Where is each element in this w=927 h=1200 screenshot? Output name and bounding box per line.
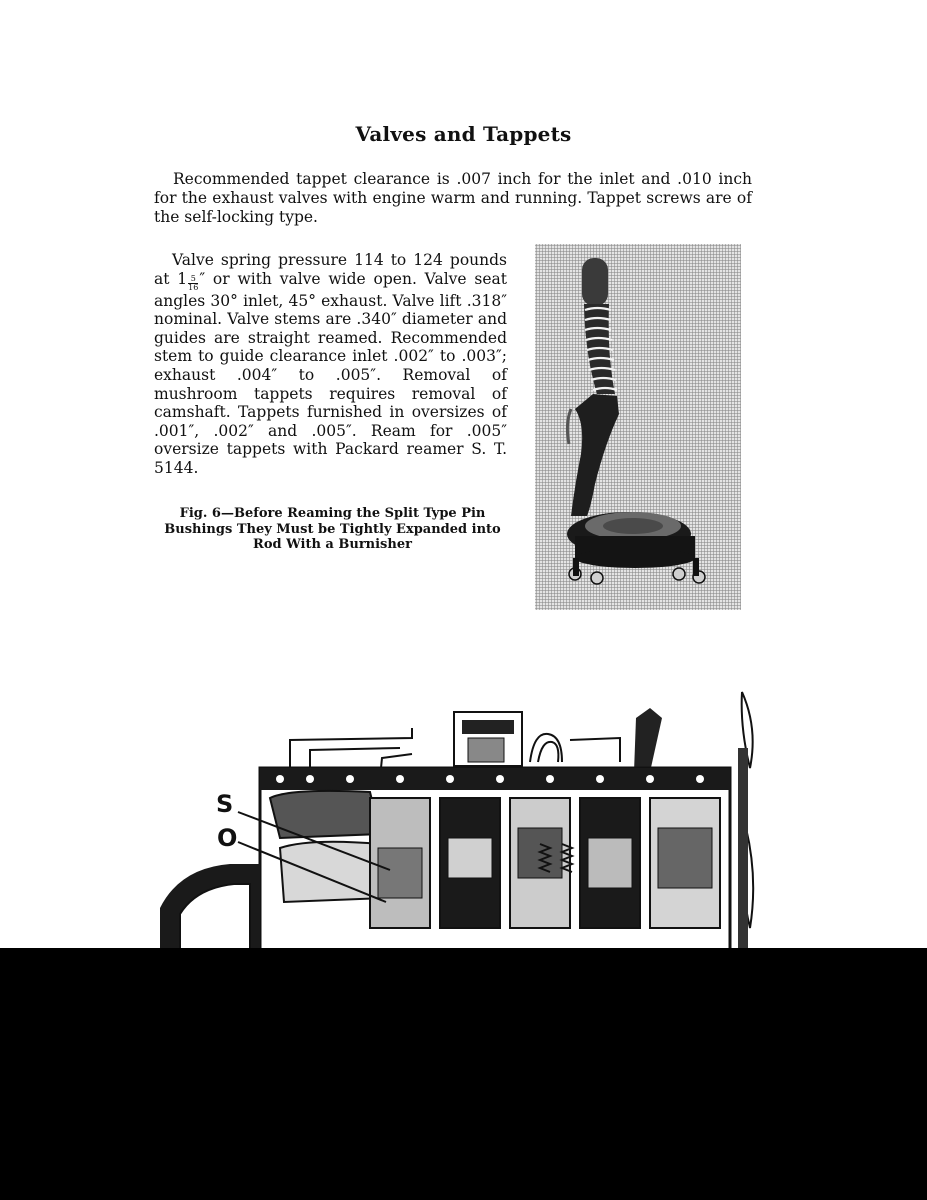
figure-caption: [154, 506, 511, 553]
engine-cutaway-illustration: [150, 688, 760, 950]
burnisher-photo: [535, 244, 741, 610]
rod-highlight: [567, 409, 571, 444]
fraction: [188, 275, 198, 292]
engine-label-s: S: [216, 790, 234, 818]
burnisher-illustration: [535, 244, 741, 610]
caption-line-1: Fig. 6—Before Reaming the Split Type Pin: [179, 506, 486, 521]
connecting-rod: [571, 394, 619, 516]
breather-pipe: [634, 708, 662, 772]
burnisher-handle: [582, 258, 608, 306]
engine-label-o: O: [217, 824, 238, 852]
fraction-denominator: 16: [188, 282, 199, 292]
carburetor-body: [468, 738, 504, 762]
bearing-cap-bottom: [575, 548, 695, 568]
wire-loop-2: [538, 742, 558, 762]
caption-line-3: Rod With a Burnisher: [253, 537, 412, 552]
fuel-line-4: [570, 738, 620, 762]
black-band: [0, 948, 927, 1200]
rod-bolts: [569, 568, 705, 584]
cylinder-head: [260, 768, 730, 790]
carburetor-top: [462, 720, 514, 734]
caption-line-2: Bushings They Must be Tightly Expanded into: [164, 521, 501, 537]
spring-text-before: Valve spring pressure 114 to 124 pounds at 1: [154, 251, 507, 288]
fraction-numerator: 5: [188, 275, 198, 284]
spring-text-after: ″ or with valve wide open. Valve seat angles 30° inlet, 45° exhaust. Valve lift .318″ nominal. Valve stems are .340″ diameter and guides are straight reamed. Recommended stem to guide clearance inlet .002″ to .003″; exhaust .004″ to .005″. Removal of mushroom tappets requires removal of camshaft. Tappets furnished in oversizes of .001″, .002″ and .005″. Ream for .005″ oversize tappets with Packard reamer S. T. 5144.: [154, 269, 507, 477]
bolt-stem-right: [693, 558, 699, 576]
engine-cutaway-drawing: [150, 688, 760, 950]
bolt-stem-left: [573, 558, 579, 576]
fan-hub: [738, 748, 748, 948]
intro-paragraph: Recommended tappet clearance is .007 inch for the inlet and .010 inch for the exhaust valves with engine warm and running. Tappet screws are of the self-locking type.: [154, 170, 752, 226]
page-title: Valves and Tappets: [355, 122, 572, 146]
bearing-bore: [603, 518, 663, 534]
valve-spring-paragraph: [154, 251, 507, 478]
